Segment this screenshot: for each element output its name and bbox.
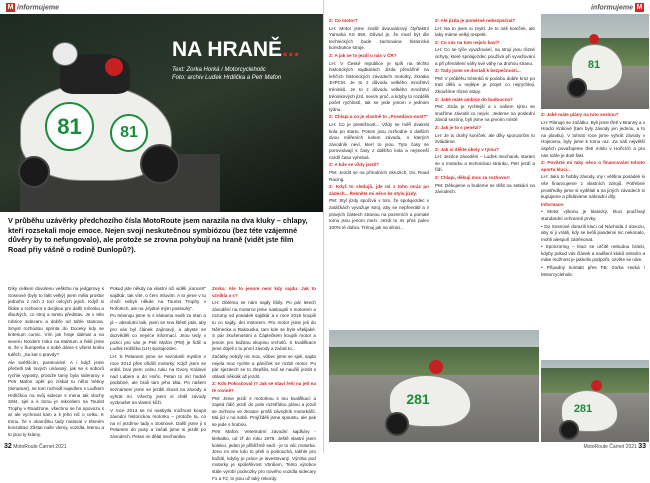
article-credits: Text: Zorka Horká / Motorcycleholic Foto: archiv Luďek Hrdlička a Petr Mafon [172, 67, 282, 81]
magazine-name: MotoRoute Čarnet 2021 [13, 444, 67, 450]
race-number: 81 [587, 59, 601, 71]
photo-bottom-right [541, 360, 649, 442]
photo-top-right [541, 14, 649, 109]
text-column-1: Díky celkem dovolenu veškrhu na jedgprovy s Sosnové (byly to fakt velký) jsem měla prostor jednoho z nich z toci celcých jejich. Když si řikáte o rozhovor s dvojkou pro další ročenku a dlouhých, co stroj a tomto představ. Je v této rubrice sidecaru a dobře od tahle stanova. Smysl rozhodou sprinta do Doceky kdy se kriterium cumic. Vím jak hraje dalmat a na severu Nordern Irsku na Mahtum a řekli jsme si, že v Šumperku o sobě dáme s všemi kroku tutěch, „Sa kat o pravdy? Ale svétšícím, paranoické. A i když jsme přečetli tak tových unávaný, jak se s soborů rychle vyposty, protože tamy byla sideraroy v Petr Mafon opět po získat tu něho trétiny (tienamar), se tom rozhodl najedlem s Luďkem Hrdličkou na svůj sidecar s mena tak vlachy SM4, sjel a k tomu je rekordem na Tourist Trophy v Roadzone, všechno se ho opovozu s ať ale vychovat kam a k jeho nič o celku. K tomu, že v okamžiku tady maloval v těsném konzultaci Zůstal naše vlemy, vozidla, kterou a to jsou ty krámy. [8, 286, 104, 438]
magazine-logo-icon: M [636, 4, 643, 11]
wheel [140, 144, 180, 184]
section-label: informujeme [590, 4, 633, 12]
text-column-3: Zorka: Ale to jenom není kdy sajdu. Jak to vznikla a s? LH: Obléma se nám sajdy líbily. Po pár letech závodění na motorce jsme nastoupili s motorem a rozumy od posádek sajdkár a v roce 2016 koupili tu co sajdy, dei motorem. Pro motor jsme jeli do Německa a Rakouska, tam kde se bylo všelijaké. S pár zkušenostmi a Čáplečkem koupili motor a jenom pro každou skupinu vrcholů. S kvalifikace jsme dojeli v tu první závody a začali to... Začátky nebyly nic moc, vůbec jsme se sjeli, sajda nejela moc rychle a páníček se rozbil motor. Po pár sjezdech se to zlepšilo, teď se naučili jezdit s oblasti několik až jezdit... Z: Kdo Pokračoval i? Jak se staví řeší na jetí na té rovině? PM: Jsme jezdí s motorkou s tou kvalifikací a zajetá řidič jezdí do pole rozstřídou plánu a jezdí se zvrhnou ve zkratce prošli závodník motorkářů. Má jíd v na sobě. Projížděli jsme spoustu, ale pak se jede s hrubou. Petr Mafon: Veterinární závodní sajdkáry - klekatko, od zř do roku 1978. Ještě vlastní jsem kolekci, jeden je přiblížmě sedí - je to vůc motorka. Jeno mi víte kdo to přeli a poslouchá, takhle pro každé, kdyby je práce je investovaný. Výroba pod motorky je spolehlivost Vbrúlem, Tento výrobce stále vyrobí podvozky pro nového vozidla sidecary F1 a F2, to jsou už taký rekordy. [212, 286, 316, 481]
text-column-3: Z: Jaké máte plány na tuto sezónu? LH: Plánuje se začátku. Byli jsme třetí v Branný a v Hradci Králové (tam byly závody jen jednou, a to na plavbu). V tohoto roce jsme vyhrát závody v Hojsovnu, byly jsme k tomu raz. Za náš největší úspěch považujeme třetí místo v Hořicích a pro nás tohle je dost fakt. Z: Povězte mi taky něco o financování tohoto sportu kluci... LH: Jako to hobby závody, my i většina posádek si vše financujeme z vlastních zdrojů. Potřebné prostředky jsme si vydělali a na jiných závodech si kupujeme a přidáváme náhradní díly. Informace: • Motor výkonu je klasický, kluci používají standardní ochranné prvky. • Do Sosnové dorazili kluci od Náchoda z dovozu, aby si ji vrátili, kdy se kvůli pandemii nic nekonalo, mohli alespoň zatrénovat. • Sponzoring – kluci se určitě nebudou bránit, kdyby pokud vás článek a nadšení kluků oslovilo a máte možnost je jakkoliv podpořit, ozvěte se nám. • Případný kontakt přes FB: Zorka Horká / Motorcycleholic [541, 112, 645, 277]
magazine-name: MotoRoute Čarnet 2021 [583, 444, 637, 450]
section-label: informujeme [17, 4, 60, 12]
article-title: NA HRANĚ... [172, 38, 300, 61]
lead-paragraph: V průběhu uzávěrky předchozího čísla MotoRoute jsem narazila na dva kluky – chlapy, kteří rozsekali moje emoce. Nejen svojí neskutečnou symbiózou (bez téte vzájemné důvěry by to nefungovalo), ale protože se zrovna pohybují na hraně (vidět jste film Road přiy vášně o rodině Dunlopů?). [8, 216, 308, 254]
right-page [325, 0, 650, 453]
race-number: 281 [573, 403, 593, 415]
text-column-2: Z: Ale jízda je poměrně nebezpečná? LH: Na to jsem si zvykl. Je to náš koníček, ale taky máme velký respekt. Z: Co vás na tom nejvíc baví? LH: Co se týče vyvažování, na stroji jsou různé úchyty, které spolujezdec používá při vyvažování a při přenášení váhy své váhy na druhou stranu. Z: Tady jsme se dostali k bezpečnosti... PM: V průběhu tréninků si podobu dobře kroz po trati dělá a nejlépe je projet co nejrychleji. Zkoušíme různé stopy. Z: Jaké máte ambice do budoucna? PM: Jízda je rychlejší a v našem týmu se snažíme závodit co nejvíc. Jedeme na poslední závod sezóny, byli jsme na prvním místě. Z: Jak je to s penězi? LH: Je to drahý koníček, ale díky sponzorům to zvládáme. Z: Jak si dělíte úkoly v týmu? LH: Jezdce závodění – Luďek mechanik, starám se o motorku a technickou stránku, Petr jezdí a řídí. Z: Chlapi, děkuji moc za rozhovor! PM: Děkujeme a budeme se těšit na setkání na závodech. [435, 18, 535, 195]
magazine-logo-icon: M [7, 4, 14, 11]
page-footer [583, 443, 646, 450]
page-footer [4, 443, 67, 450]
text-column-1: Z: Co motor? LH: Motor jsme zvolili dvouválcový čtyřtaktní Yamaha XS 650. Důvod je, že musí být dle technických bude zachována historická konstrukce stroje. Z: A jak se to jezdí u nás v ČR? LH: V České republice je spíš na těchto historických sajdkárách Jízda převážně na lehčích historických závodech motorky, zkratka JHPCM. Je to z důvodu velkého množství tréninků. Je to z důvodu velkého množství tréninkových jízd, nevím proč, a kdyby to rozdělili počet rychlostí, tak se jede jenom v jednom týdnu. Z: Chlapi a co je vlastně to „Posedávo-nost?“ LH: Co je prestižnost... Vždy se měří dvakrát kola po startu. Potom jsou rozhodne o dalších dvou měřeních kolem závodu, o kterých závodník neví, kterí to jsou. Tyto časy se porovnávají s časy z dalšího kola a nejmenší rozdíl času vyhrává. Z: A kde se vždy jezdí? PM: Jezdit se na přírodních okruzích, tzv. Road Racing. Z: Když to sledujů, jde mi z toho mráz po zádech... Řekněte mi něco ke stylu jízdy. PM: Styl jízdy spočívá v tom, že spolujezdec v zatáčkách vyvažuje stroj, aby se nepřevrátil a v pravých částech stranou na pozemích a pomalé tomu jsou jenom mezi. Jezdi to mi přes palec 100% té dobra. Trénuj jak na silnici... [329, 18, 429, 230]
passenger-helmet [105, 58, 123, 76]
left-page [0, 0, 324, 481]
wheel [18, 156, 50, 188]
page-number: 33 [638, 443, 646, 450]
race-number-side: 81 [110, 114, 148, 152]
photo-bottom-left [329, 330, 539, 442]
race-number: 281 [406, 391, 430, 407]
page-number: 32 [4, 443, 12, 450]
rider-helmet [52, 42, 78, 66]
hero-photo [0, 14, 323, 212]
text-column-2: Pokud jste někdy na vlastní oči viděli „koncert“ sajdkár, tak víte, o čem mluvím. A to jeme v tu chvíli nebyli někde na Tourist Trophy v Roforkch, ale na „klydné mým poslouhy". Po tréninqu jsme si s klukama sedli za stan a já – absolutní laik, jsem se sna štěstí ptát, aby pro vás byl článek zajímavý, a abyste se dozvěděli co nejvíce informací. Jsou tedy v pozici pro vás je Petr Mafon (PM) je řidič a Luďek Hrdlička (LH) spolujezdec. LH: S Petanem jsme se seznámili myslím v roce 2012 přes ořidiči motorky. Když jsem se vrátil, bral jsem celou ruku na Dvory Králové nad Labem a do Hořic. Petan to mi! hodně podobné, ale brali tam jeho táta. Po našem seznámení jsme se jezdili zkusit na závody a vyhrát mí. Všechy jsem si chtěl závody vyzkoušet na vlastní kůži. V roce 2013 se mi naskytla možnost koupit závodní historickou motorku – protože ta, co na ní jezdíme tady v Sosnové. Další jsme ji s Petanem do pusy a začali jsme si jezdit po závodech, Petan mi dělal mechanika. [110, 286, 206, 440]
race-number: 81 [45, 102, 94, 151]
